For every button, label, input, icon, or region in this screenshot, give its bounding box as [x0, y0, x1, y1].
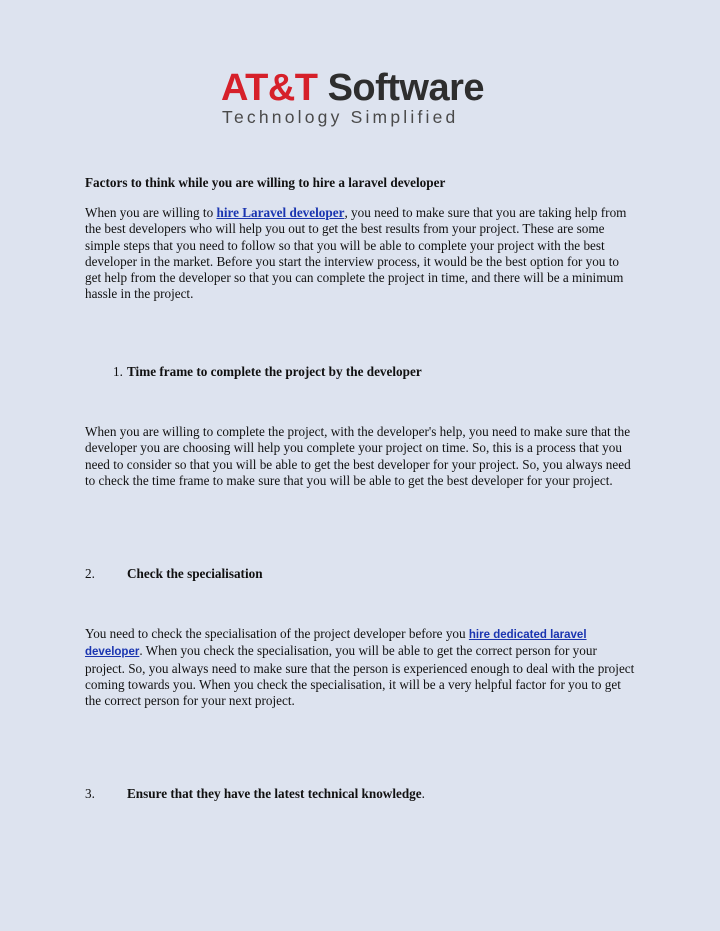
- section-3-heading-row: [85, 786, 425, 802]
- section-3-heading-suffix: .: [421, 786, 425, 801]
- section-2-text-after: . When you check the specialisation, you will be able to get the correct person for your project. So, you always need to make sure that the person is experienced enough to deal with the project coming towards you. When you check the specialisation, it will be a very helpful factor for you to get the correct person for your next project.: [85, 643, 635, 709]
- logo-brand-dark: Software: [327, 67, 485, 109]
- section-3-heading: Ensure that they have the latest technical knowledge: [127, 786, 422, 801]
- section-2-heading-row: [85, 566, 263, 582]
- section-1-heading: Time frame to complete the project by the developer: [127, 364, 422, 379]
- section-3-heading-wrap: [127, 786, 425, 802]
- intro-paragraph: [85, 205, 637, 303]
- hire-dedicated-laravel-developer-link[interactable]: hire dedicated laravel developer: [85, 629, 587, 659]
- section-2-body: [85, 626, 637, 709]
- logo-brand-red: AT&T: [221, 67, 318, 109]
- section-1-body: When you are willing to complete the project, with the developer's help, you need to make sure that the developer you are choosing will help you complete your project on time. So, this is a process that you need to consider so that you will be able to get the best developer for your project. So, you always need to check the time frame to make sure that you will be able to get the best developer for your project.: [85, 424, 631, 488]
- section-2-text-before: You need to check the specialisation of the project developer before you: [85, 626, 469, 641]
- company-logo: [221, 66, 501, 130]
- intro-text-after: , you need to make sure that you are taking help from the best developers who will help you out to get the best results from your project. These are some simple steps that you need to follow so that you will be able to complete your project with the best developer in the market. Before you start the interview process, it would be the best option for you to get help from the developer so that you can complete the project in time, and there will be a minimum hassle in the project.: [85, 205, 627, 302]
- section-1-number: 1.: [113, 364, 123, 379]
- section-2-heading: Check the specialisation: [127, 566, 263, 581]
- hire-laravel-developer-link[interactable]: hire Laravel developer: [216, 205, 345, 220]
- section-1-heading-row: [113, 364, 422, 380]
- section-3-number: 3.: [85, 786, 95, 801]
- document-title: Factors to think while you are willing to hire a laravel developer: [85, 175, 446, 190]
- logo-wordmark: [221, 66, 484, 110]
- intro-text-before: When you are willing to: [85, 205, 217, 220]
- logo-tagline: Technology Simplified: [222, 107, 459, 127]
- section-2-number: 2.: [85, 566, 95, 581]
